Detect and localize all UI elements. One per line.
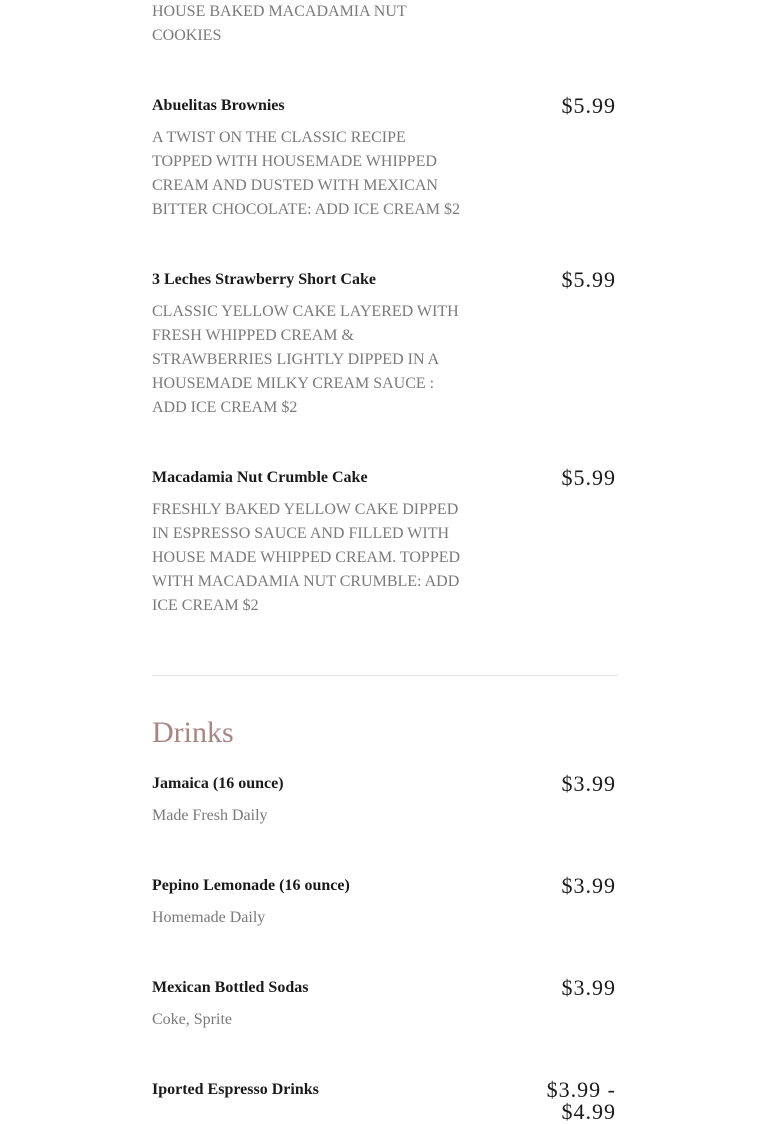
item-name: Pepino Lemonade (16 ounce) — [152, 877, 350, 894]
item-name: Mexican Bottled Sodas — [152, 979, 309, 996]
item-name: Jamaica (16 ounce) — [152, 775, 284, 792]
item-price: $3.99 — [561, 771, 616, 796]
item-description: Made Fresh Daily — [152, 807, 268, 824]
item-description: FRESHLY BAKED YELLOW CAKE DIPPED IN ESPRESSO SAUCE AND FILLED WITH HOUSE MADE WHIPPED CREAM. TOPPED WITH MACADAMIA NUT CRUMBLE: ADD ICE CREAM $2 — [152, 501, 461, 614]
item-name: 3 Leches Strawberry Short Cake — [152, 271, 376, 288]
item-price: $3.99 — [561, 873, 616, 898]
item-name: Abuelitas Brownies — [152, 97, 285, 114]
section-title-drinks: Drinks — [152, 716, 234, 749]
item-description: CLASSIC YELLOW CAKE LAYERED WITH FRESH WHIPPED CREAM & STRAWBERRIES LIGHTLY DIPPED IN A HOUSEMADE MILKY CREAM SAUCE : ADD ICE CREAM $2 — [152, 303, 459, 416]
item-price: $3.99 - $4.99 — [546, 1077, 616, 1124]
item-description: Homemade Daily — [152, 909, 266, 926]
item-description: A TWIST ON THE CLASSIC RECIPE TOPPED WITH HOUSEMADE WHIPPED CREAM AND DUSTED WITH MEXICAN BITTER CHOCOLATE: ADD ICE CREAM $2 — [152, 129, 460, 218]
section-divider — [152, 675, 618, 676]
item-description: Coke, Sprite — [152, 1011, 232, 1028]
item-name: Iported Espresso Drinks — [152, 1081, 319, 1098]
item-price: $5.99 — [561, 93, 616, 118]
item-price: $5.99 — [561, 267, 616, 292]
item-price: $5.99 — [561, 465, 616, 490]
item-price: $3.99 — [561, 975, 616, 1000]
item-name: Macadamia Nut Crumble Cake — [152, 469, 368, 486]
item-description: HOUSE BAKED MACADAMIA NUT COOKIES — [152, 3, 407, 44]
